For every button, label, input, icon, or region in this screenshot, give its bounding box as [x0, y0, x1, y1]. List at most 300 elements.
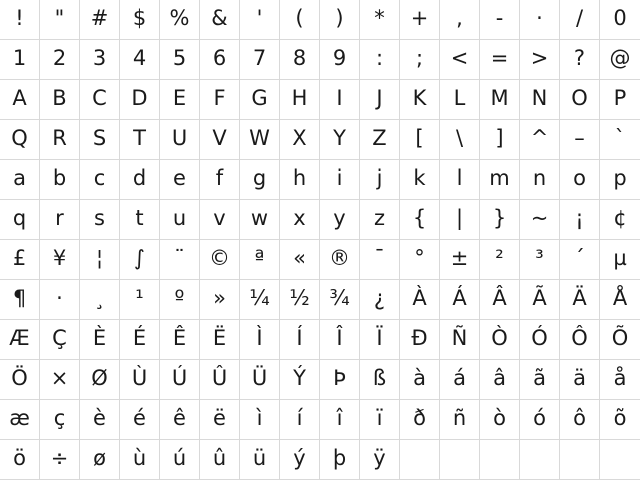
glyph-cell[interactable] — [160, 400, 200, 440]
glyph-cell[interactable] — [480, 80, 520, 120]
glyph-character: Ó — [531, 326, 548, 350]
glyph-character: ä — [573, 366, 586, 390]
glyph-character: Ø — [91, 366, 108, 390]
glyph-cell[interactable] — [80, 400, 120, 440]
glyph-character: Á — [452, 286, 467, 310]
glyph-character: ã — [533, 366, 546, 390]
glyph-cell[interactable] — [560, 320, 600, 360]
glyph-character: ¢ — [613, 206, 627, 230]
glyph-character: ú — [172, 446, 187, 470]
glyph-character: æ — [9, 406, 30, 430]
glyph-character: ó — [533, 406, 546, 430]
glyph-character: E — [172, 86, 187, 110]
glyph-cell[interactable] — [600, 40, 640, 80]
glyph-cell[interactable] — [0, 440, 40, 480]
glyph-cell[interactable] — [40, 400, 80, 440]
glyph-cell[interactable] — [120, 240, 160, 280]
glyph-character: ò — [493, 406, 506, 430]
glyph-character: Ñ — [451, 326, 468, 350]
glyph-cell[interactable] — [320, 0, 360, 40]
glyph-character: : — [375, 46, 384, 70]
glyph-character: # — [90, 6, 109, 30]
glyph-cell[interactable] — [400, 360, 440, 400]
glyph-character: é — [133, 406, 146, 430]
glyph-cell[interactable] — [200, 240, 240, 280]
glyph-character: F — [213, 86, 226, 110]
glyph-cell[interactable] — [480, 320, 520, 360]
glyph-cell[interactable] — [40, 360, 80, 400]
glyph-cell[interactable] — [400, 40, 440, 80]
glyph-cell[interactable] — [360, 440, 400, 480]
glyph-character: 5 — [172, 46, 187, 70]
glyph-cell[interactable] — [0, 360, 40, 400]
glyph-cell[interactable] — [120, 160, 160, 200]
glyph-cell[interactable] — [200, 440, 240, 480]
glyph-cell[interactable] — [320, 40, 360, 80]
glyph-character: Å — [612, 286, 628, 310]
glyph-cell[interactable] — [400, 0, 440, 40]
glyph-character: u — [172, 206, 187, 230]
glyph-character: â — [493, 366, 506, 390]
glyph-cell[interactable] — [80, 40, 120, 80]
glyph-character: * — [374, 6, 385, 30]
glyph-character: \ — [455, 126, 464, 150]
glyph-character: q — [12, 206, 27, 230]
glyph-cell[interactable] — [160, 200, 200, 240]
glyph-cell[interactable] — [120, 280, 160, 320]
glyph-cell[interactable] — [400, 280, 440, 320]
glyph-cell[interactable] — [120, 80, 160, 120]
glyph-cell[interactable] — [520, 160, 560, 200]
glyph-cell[interactable] — [240, 120, 280, 160]
glyph-cell[interactable] — [520, 80, 560, 120]
glyph-cell[interactable] — [560, 360, 600, 400]
glyph-cell[interactable] — [400, 400, 440, 440]
glyph-cell[interactable] — [560, 40, 600, 80]
glyph-cell[interactable] — [520, 280, 560, 320]
glyph-cell[interactable] — [560, 120, 600, 160]
glyph-character: { — [412, 206, 427, 230]
glyph-character: Ù — [131, 366, 148, 390]
glyph-cell[interactable] — [440, 0, 480, 40]
glyph-cell[interactable] — [280, 160, 320, 200]
glyph-cell[interactable] — [480, 360, 520, 400]
glyph-cell[interactable] — [400, 200, 440, 240]
glyph-cell[interactable] — [280, 120, 320, 160]
glyph-character: ± — [450, 246, 469, 270]
glyph-cell[interactable] — [480, 160, 520, 200]
glyph-character: % — [169, 6, 190, 30]
glyph-character: ÿ — [373, 446, 386, 470]
glyph-character: Ô — [571, 326, 588, 350]
glyph-cell[interactable] — [440, 360, 480, 400]
glyph-cell[interactable] — [120, 200, 160, 240]
glyph-cell[interactable] — [160, 360, 200, 400]
glyph-cell[interactable] — [600, 80, 640, 120]
glyph-character: ½ — [289, 286, 310, 310]
glyph-character: I — [336, 86, 343, 110]
glyph-cell[interactable] — [600, 0, 640, 40]
glyph-cell[interactable] — [520, 240, 560, 280]
glyph-cell[interactable] — [120, 0, 160, 40]
glyph-character: f — [215, 166, 224, 190]
glyph-character: » — [213, 286, 226, 310]
glyph-cell[interactable] — [400, 320, 440, 360]
glyph-cell[interactable] — [0, 320, 40, 360]
glyph-cell[interactable] — [320, 120, 360, 160]
glyph-cell[interactable] — [480, 0, 520, 40]
glyph-character: r — [55, 206, 64, 230]
glyph-cell[interactable] — [0, 160, 40, 200]
glyph-character: o — [573, 166, 586, 190]
glyph-cell[interactable] — [240, 360, 280, 400]
glyph-cell[interactable] — [80, 280, 120, 320]
glyph-character: £ — [12, 246, 27, 270]
glyph-character: õ — [613, 406, 627, 430]
glyph-cell[interactable] — [240, 280, 280, 320]
glyph-cell[interactable] — [200, 280, 240, 320]
glyph-cell[interactable] — [80, 160, 120, 200]
glyph-cell[interactable] — [440, 200, 480, 240]
glyph-cell[interactable] — [160, 40, 200, 80]
glyph-cell[interactable] — [600, 440, 640, 480]
glyph-cell[interactable] — [160, 120, 200, 160]
glyph-cell[interactable] — [440, 400, 480, 440]
glyph-cell[interactable] — [480, 200, 520, 240]
glyph-cell[interactable] — [40, 0, 80, 40]
glyph-cell[interactable] — [160, 240, 200, 280]
glyph-character: a — [13, 166, 26, 190]
glyph-cell[interactable] — [320, 440, 360, 480]
glyph-character: Æ — [9, 326, 30, 350]
glyph-cell[interactable] — [200, 80, 240, 120]
glyph-cell[interactable] — [0, 80, 40, 120]
glyph-character: ( — [295, 6, 304, 30]
glyph-character: < — [450, 46, 469, 70]
glyph-cell[interactable] — [80, 0, 120, 40]
glyph-cell[interactable] — [520, 200, 560, 240]
glyph-cell[interactable] — [520, 360, 560, 400]
glyph-cell[interactable] — [240, 0, 280, 40]
glyph-cell[interactable] — [480, 400, 520, 440]
glyph-cell[interactable] — [200, 360, 240, 400]
glyph-cell[interactable] — [520, 440, 560, 480]
glyph-character: ß — [372, 366, 387, 390]
glyph-cell[interactable] — [280, 80, 320, 120]
glyph-cell[interactable] — [120, 320, 160, 360]
glyph-cell[interactable] — [280, 240, 320, 280]
glyph-cell[interactable] — [320, 160, 360, 200]
glyph-character: 9 — [332, 46, 347, 70]
glyph-cell[interactable] — [440, 440, 480, 480]
glyph-cell[interactable] — [440, 240, 480, 280]
glyph-character: Í — [296, 326, 303, 350]
glyph-cell[interactable] — [520, 320, 560, 360]
glyph-cell[interactable] — [200, 0, 240, 40]
glyph-cell[interactable] — [160, 320, 200, 360]
glyph-cell[interactable] — [40, 320, 80, 360]
glyph-cell[interactable] — [120, 40, 160, 80]
glyph-character: e — [173, 166, 186, 190]
glyph-character: Z — [372, 126, 387, 150]
glyph-cell[interactable] — [40, 80, 80, 120]
glyph-cell[interactable] — [240, 160, 280, 200]
glyph-cell[interactable] — [560, 240, 600, 280]
glyph-cell[interactable] — [560, 280, 600, 320]
glyph-cell[interactable] — [480, 240, 520, 280]
glyph-cell[interactable] — [40, 440, 80, 480]
glyph-cell[interactable] — [280, 40, 320, 80]
glyph-character: ð — [413, 406, 426, 430]
glyph-cell[interactable] — [240, 40, 280, 80]
glyph-character: ¡ — [575, 206, 584, 230]
glyph-cell[interactable] — [40, 240, 80, 280]
glyph-cell[interactable] — [600, 320, 640, 360]
glyph-cell[interactable] — [320, 320, 360, 360]
glyph-cell[interactable] — [120, 440, 160, 480]
glyph-character: H — [291, 86, 308, 110]
glyph-cell[interactable] — [600, 160, 640, 200]
glyph-character: & — [211, 6, 228, 30]
glyph-cell[interactable] — [240, 400, 280, 440]
glyph-character: ` — [614, 126, 626, 150]
glyph-character: ¹ — [135, 286, 144, 310]
glyph-character: ³ — [535, 246, 544, 270]
glyph-character: å — [613, 366, 627, 390]
glyph-cell[interactable] — [280, 200, 320, 240]
glyph-cell[interactable] — [0, 200, 40, 240]
glyph-character: ï — [376, 406, 383, 430]
glyph-character: · — [56, 286, 63, 310]
glyph-cell[interactable] — [560, 400, 600, 440]
glyph-character: Ï — [376, 326, 383, 350]
glyph-cell[interactable] — [560, 0, 600, 40]
glyph-character: ] — [495, 126, 504, 150]
glyph-cell[interactable] — [600, 280, 640, 320]
glyph-cell[interactable] — [400, 160, 440, 200]
glyph-cell[interactable] — [320, 240, 360, 280]
glyph-character: Ý — [293, 366, 306, 390]
glyph-cell[interactable] — [280, 360, 320, 400]
glyph-cell[interactable] — [360, 0, 400, 40]
glyph-character: È — [92, 326, 107, 350]
glyph-character: s — [94, 206, 105, 230]
glyph-cell[interactable] — [80, 440, 120, 480]
glyph-character: C — [92, 86, 107, 110]
glyph-character: ¨ — [174, 246, 185, 270]
glyph-character: l — [456, 166, 463, 190]
glyph-cell[interactable] — [200, 160, 240, 200]
glyph-cell[interactable] — [600, 200, 640, 240]
glyph-cell[interactable] — [560, 440, 600, 480]
glyph-character: Þ — [333, 366, 346, 390]
glyph-character: · — [536, 6, 543, 30]
glyph-character: ° — [414, 246, 425, 270]
glyph-character: w — [250, 206, 269, 230]
glyph-cell[interactable] — [360, 160, 400, 200]
glyph-cell[interactable] — [200, 200, 240, 240]
glyph-character: c — [93, 166, 106, 190]
glyph-cell[interactable] — [480, 40, 520, 80]
glyph-character: D — [131, 86, 148, 110]
glyph-cell[interactable] — [440, 80, 480, 120]
glyph-cell[interactable] — [0, 40, 40, 80]
glyph-character: í — [296, 406, 303, 430]
glyph-cell[interactable] — [80, 240, 120, 280]
glyph-cell[interactable] — [160, 160, 200, 200]
glyph-cell[interactable] — [200, 320, 240, 360]
glyph-character: $ — [132, 6, 147, 30]
glyph-cell[interactable] — [0, 280, 40, 320]
glyph-cell[interactable] — [320, 400, 360, 440]
glyph-cell[interactable] — [320, 280, 360, 320]
glyph-character: 0 — [613, 6, 627, 30]
glyph-character: b — [52, 166, 67, 190]
glyph-character: h — [292, 166, 307, 190]
glyph-character: / — [575, 6, 584, 30]
glyph-cell[interactable] — [480, 280, 520, 320]
glyph-cell[interactable] — [400, 440, 440, 480]
glyph-character: è — [93, 406, 106, 430]
glyph-cell[interactable] — [280, 280, 320, 320]
glyph-cell[interactable] — [560, 80, 600, 120]
glyph-cell[interactable] — [0, 0, 40, 40]
glyph-cell[interactable] — [480, 440, 520, 480]
glyph-cell[interactable] — [0, 120, 40, 160]
glyph-cell[interactable] — [0, 400, 40, 440]
glyph-cell[interactable] — [520, 400, 560, 440]
glyph-character: i — [336, 166, 343, 190]
glyph-character: ® — [329, 246, 350, 270]
glyph-character: A — [12, 86, 27, 110]
glyph-character: á — [453, 366, 466, 390]
glyph-character: Â — [492, 286, 507, 310]
glyph-cell[interactable] — [440, 40, 480, 80]
glyph-cell[interactable] — [40, 120, 80, 160]
glyph-cell[interactable] — [160, 280, 200, 320]
glyph-cell[interactable] — [600, 360, 640, 400]
glyph-cell[interactable] — [240, 80, 280, 120]
glyph-cell[interactable] — [360, 80, 400, 120]
glyph-cell[interactable] — [600, 120, 640, 160]
glyph-character: U — [171, 126, 188, 150]
glyph-cell[interactable] — [360, 120, 400, 160]
glyph-character: ö — [13, 446, 26, 470]
glyph-cell[interactable] — [120, 120, 160, 160]
glyph-cell[interactable] — [160, 440, 200, 480]
glyph-cell[interactable] — [520, 40, 560, 80]
glyph-cell[interactable] — [280, 320, 320, 360]
glyph-cell[interactable] — [560, 160, 600, 200]
glyph-cell[interactable] — [320, 360, 360, 400]
glyph-character: + — [410, 6, 429, 30]
glyph-character: v — [213, 206, 226, 230]
glyph-cell[interactable] — [40, 280, 80, 320]
glyph-cell[interactable] — [240, 240, 280, 280]
glyph-cell[interactable] — [400, 240, 440, 280]
glyph-cell[interactable] — [400, 120, 440, 160]
glyph-character: Ö — [11, 366, 28, 390]
glyph-character: ? — [573, 46, 586, 70]
glyph-character: 6 — [212, 46, 227, 70]
glyph-cell[interactable] — [120, 400, 160, 440]
glyph-cell[interactable] — [440, 320, 480, 360]
glyph-character: T — [133, 126, 146, 150]
glyph-character: î — [336, 406, 343, 430]
glyph-cell[interactable] — [320, 200, 360, 240]
glyph-character: Ê — [172, 326, 187, 350]
glyph-character: 8 — [292, 46, 307, 70]
glyph-cell[interactable] — [280, 400, 320, 440]
glyph-cell[interactable] — [240, 320, 280, 360]
glyph-cell[interactable] — [480, 120, 520, 160]
glyph-cell[interactable] — [200, 40, 240, 80]
glyph-cell[interactable] — [440, 160, 480, 200]
glyph-cell[interactable] — [400, 80, 440, 120]
glyph-cell[interactable] — [320, 80, 360, 120]
glyph-cell[interactable] — [520, 120, 560, 160]
glyph-cell[interactable] — [80, 360, 120, 400]
glyph-character: ¯ — [374, 246, 385, 270]
glyph-cell[interactable] — [0, 240, 40, 280]
glyph-cell[interactable] — [360, 40, 400, 80]
glyph-cell[interactable] — [600, 240, 640, 280]
glyph-cell[interactable] — [40, 40, 80, 80]
glyph-character: p — [613, 166, 627, 190]
glyph-cell[interactable] — [520, 0, 560, 40]
glyph-character: – — [574, 126, 585, 150]
glyph-cell[interactable] — [440, 280, 480, 320]
glyph-character: ê — [173, 406, 186, 430]
glyph-character: Î — [336, 326, 343, 350]
glyph-cell[interactable] — [440, 120, 480, 160]
glyph-character: t — [135, 206, 144, 230]
glyph-cell[interactable] — [80, 200, 120, 240]
glyph-character: Ë — [212, 326, 227, 350]
glyph-cell[interactable] — [240, 440, 280, 480]
glyph-character: « — [293, 246, 306, 270]
glyph-cell[interactable] — [240, 200, 280, 240]
glyph-cell[interactable] — [360, 400, 400, 440]
glyph-cell[interactable] — [280, 440, 320, 480]
glyph-character: Ä — [572, 286, 587, 310]
glyph-cell[interactable] — [200, 120, 240, 160]
glyph-character: V — [212, 126, 227, 150]
glyph-character: ∫ — [134, 246, 145, 270]
glyph-cell[interactable] — [160, 0, 200, 40]
glyph-character: y — [333, 206, 346, 230]
glyph-cell[interactable] — [120, 360, 160, 400]
glyph-cell[interactable] — [80, 80, 120, 120]
glyph-cell[interactable] — [360, 240, 400, 280]
glyph-cell[interactable] — [360, 200, 400, 240]
glyph-character: ¼ — [249, 286, 270, 310]
glyph-cell[interactable] — [360, 320, 400, 360]
glyph-cell[interactable] — [360, 360, 400, 400]
glyph-cell[interactable] — [80, 120, 120, 160]
glyph-cell[interactable] — [200, 400, 240, 440]
glyph-cell[interactable] — [80, 320, 120, 360]
glyph-character: g — [252, 166, 267, 190]
glyph-cell[interactable] — [280, 0, 320, 40]
glyph-character: Ç — [52, 326, 67, 350]
glyph-cell[interactable] — [600, 400, 640, 440]
glyph-cell[interactable] — [160, 80, 200, 120]
glyph-cell[interactable] — [360, 280, 400, 320]
glyph-cell[interactable] — [560, 200, 600, 240]
glyph-cell[interactable] — [40, 160, 80, 200]
glyph-cell[interactable] — [40, 200, 80, 240]
